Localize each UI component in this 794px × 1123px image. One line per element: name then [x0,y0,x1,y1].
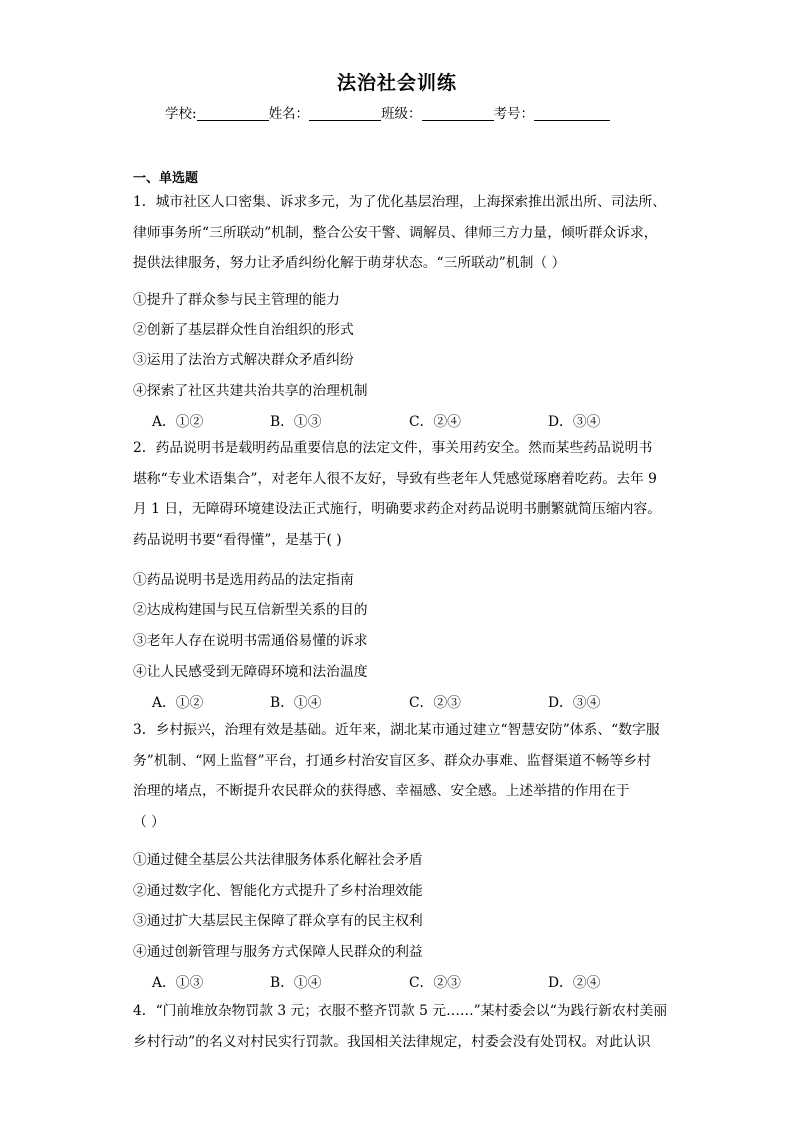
question-line: 乡村行动”的名义对村民实行罚款。我国相关法律规定，村委会没有处罚权。对此认识 [133,1033,651,1050]
section-heading: 一、单选题 [133,171,199,186]
name-blank[interactable] [309,106,381,121]
question-2-statement: ④让人民感受到无障碍环境和法治温度 [133,664,368,680]
question-line: （ ） [133,813,165,830]
choice-c[interactable]: C．②④ [409,414,461,430]
choice-d[interactable]: D．③④ [548,414,601,430]
class-blank[interactable] [422,106,494,121]
question-line: 药品说明书要“看得懂”，是基于( ) [133,531,342,548]
question-line: 4．“门前堆放杂物罚款 3 元；衣服不整齐罚款 5 元……”某村委会以“为践行新农村美丽 [133,1003,668,1019]
name-label: 姓名： [268,106,310,122]
question-line: 3．乡村振兴，治理有效是基础。近年来，湖北某市通过建立“智慧安防”体系、“数字服 [133,722,660,738]
question-3-statement: ①通过健全基层公共法律服务体系化解社会矛盾 [133,852,423,868]
question-3-statement: ②通过数字化、智能化方式提升了乡村治理效能 [133,883,423,899]
question-3-statement: ③通过扩大基层民主保障了群众享有的民主权利 [133,913,423,929]
choice-b[interactable]: B．①④ [270,975,322,991]
question-1-statement: ④探索了社区共建共治共享的治理机制 [133,383,368,399]
question-3-stem [133,715,673,837]
choice-b[interactable]: B．①④ [270,695,322,711]
school-label: 学校: [165,106,197,122]
question-2-statement: ③老年人存在说明书需通俗易懂的诉求 [133,633,368,649]
question-line: 律师事务所“三所联动”机制，整合公安干警、调解员、律师三方力量，倾听群众诉求， [133,224,658,241]
exam-number-blank[interactable] [534,106,610,121]
choice-c[interactable]: C．②③ [409,695,461,711]
student-info-row [165,102,610,122]
choice-b[interactable]: B．①③ [270,414,322,430]
question-2-statement: ①药品说明书是选用药品的法定指南 [133,572,354,588]
question-line: 务”机制、“网上监督”平台，打通乡村治安盲区多、群众办事难、监督渠道不畅等乡村 [133,752,651,769]
question-1-statement: ①提升了群众参与民主管理的能力 [133,292,340,308]
question-line: 堪称“专业术语集合”，对老年人很不友好，导致有些老年人凭感觉琢磨着吃药。去年 9 [133,470,657,487]
choice-d[interactable]: D．③④ [548,695,601,711]
question-4-stem [133,996,673,1057]
question-line: 治理的堵点，不断提升农民群众的获得感、幸福感、安全感。上述举措的作用在于 [133,783,630,799]
question-2-statement: ②达成构建国与民互信新型关系的目的 [133,602,368,618]
choice-d[interactable]: D．②④ [548,975,601,991]
question-line: 提供法律服务，努力让矛盾纠纷化解于萌芽状态。“三所联动”机制（ ） [133,255,566,271]
choice-a[interactable]: A．①② [152,414,204,430]
question-line: 2．药品说明书是载明药品重要信息的法定文件，事关用药安全。然而某些药品说明书 [133,440,653,456]
question-1-stem [133,187,673,279]
page-title: 法治社会训练 [336,72,457,94]
question-2-choices [152,691,632,711]
question-3-statement: ④通过创新管理与服务方式保障人民群众的利益 [133,944,423,960]
class-label: 班级： [381,106,422,122]
question-line: 月 1 日，无障碍环境建设法正式施行，明确要求药企对药品说明书删繁就简压缩内容。 [133,501,662,517]
question-3-choices [152,971,632,991]
question-1-statement: ③运用了法治方式解决群众矛盾纠纷 [133,352,354,368]
choice-a[interactable]: A．①② [152,695,204,711]
question-1-choices [152,410,632,430]
question-1-statement: ②创新了基层群众性自治组织的形式 [133,322,354,338]
question-line: 1．城市社区人口密集、诉求多元，为了优化基层治理，上海探索推出派出所、司法所、 [133,194,667,210]
exam-number-label: 考号： [493,106,535,122]
school-blank[interactable] [197,106,269,121]
question-2-stem [133,433,673,555]
choice-c[interactable]: C．②③ [409,975,461,991]
choice-a[interactable]: A．①③ [152,975,204,991]
